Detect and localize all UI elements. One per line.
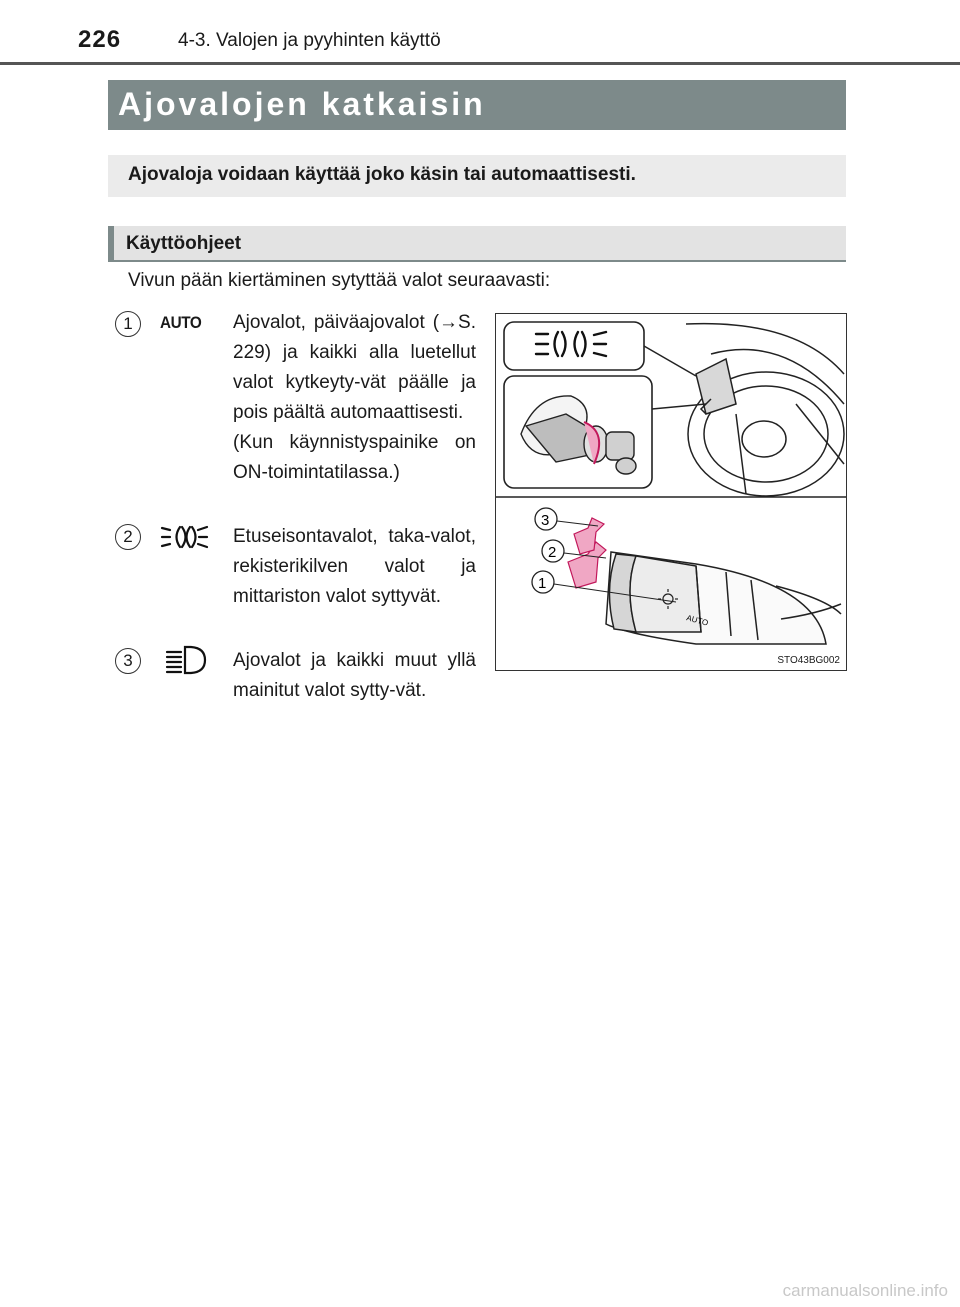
- item-number-2: 2: [115, 524, 141, 550]
- chapter-title: 4-3. Valojen ja pyyhinten käyttö: [178, 30, 441, 51]
- section-heading: [108, 226, 846, 262]
- intro-text: Ajovaloja voidaan käyttää joko käsin tai automaattisesti.: [128, 164, 636, 185]
- figure-callout-1: 1: [538, 575, 547, 592]
- figure-code: STO43BG002: [777, 655, 840, 666]
- item-number-3: 3: [115, 648, 141, 674]
- section-heading-text: Käyttöohjeet: [126, 233, 242, 254]
- item-1-description: [233, 308, 476, 488]
- watermark: carmanualsonline.info: [782, 1281, 948, 1300]
- section-heading-bar: [108, 226, 114, 260]
- figure-callout-2: 2: [548, 544, 557, 561]
- light-switch-illustration: [495, 313, 847, 671]
- headlight-icon: [165, 644, 207, 676]
- title-bar: [108, 80, 846, 130]
- item-1-text: Ajovalot, päiväajovalot (→S. 229) ja kaikki alla luetellut valot kytkeyty-vät päälle ja pois päältä automaattisesti.: [233, 312, 476, 423]
- intro-box: [108, 155, 846, 197]
- item-3-text: Ajovalot ja kaikki muut yllä mainitut valot sytty-vät.: [233, 650, 476, 701]
- item-number-1: 1: [115, 311, 141, 337]
- figure-callout-3: 3: [541, 512, 550, 529]
- illustration-drawing: [496, 314, 846, 670]
- header-divider: [0, 62, 960, 65]
- auto-symbol: AUTO: [160, 313, 202, 332]
- item-1-note: (Kun käynnistyspainike on ON-toimintatilassa.): [233, 432, 476, 483]
- lead-text: Vivun pään kiertäminen sytyttää valot seuraavasti:: [128, 270, 551, 291]
- item-2-text: Etuseisontavalot, taka-valot, rekisterikilven valot ja mittariston valot syttyvät.: [233, 526, 476, 607]
- item-3-description: [233, 646, 476, 706]
- item-2-description: [233, 522, 476, 612]
- page-number: 226: [78, 26, 122, 53]
- switch-auto-label: AUTO: [685, 613, 710, 628]
- page-title: Ajovalojen katkaisin: [118, 86, 486, 122]
- tail-light-icon: [160, 522, 210, 552]
